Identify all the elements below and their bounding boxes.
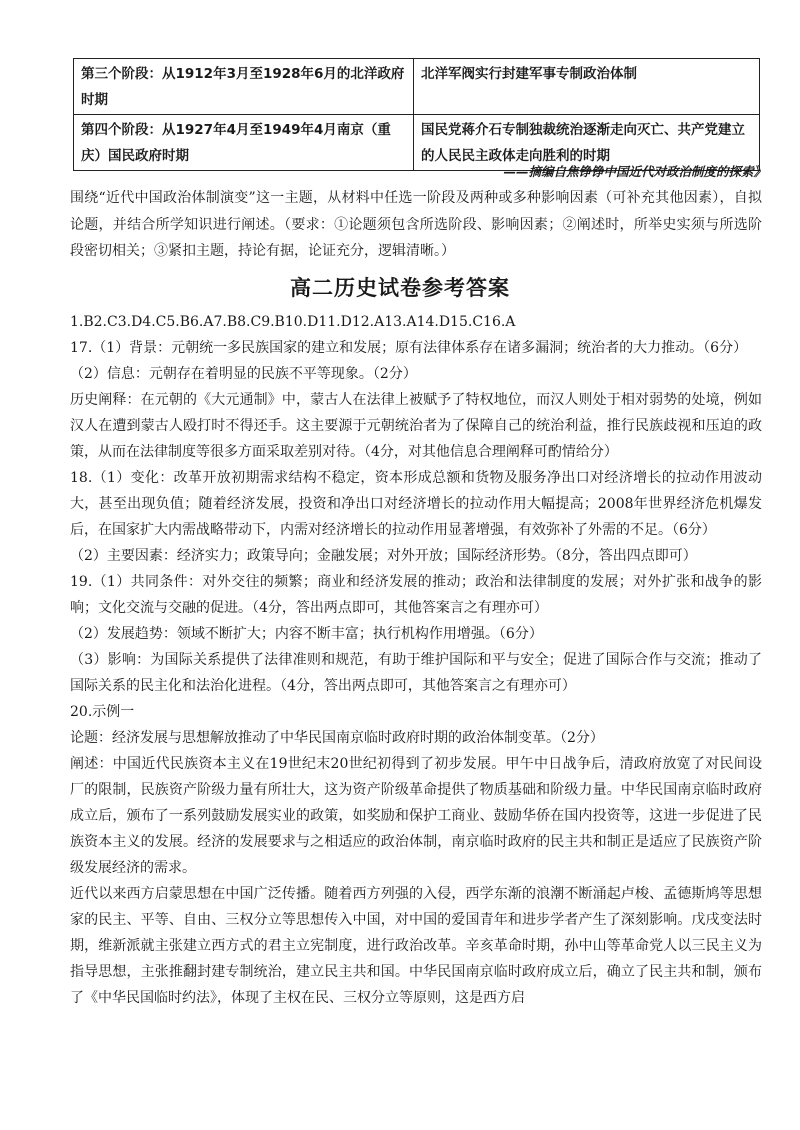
answer-paragraph: 18.（1）变化：改革开放初期需求结构不稳定，资本形成总额和货物及服务净出口对经济增长的拉动作用波动大，甚至出现负值；随着经济发展，投资和净出口对经济增长的拉动作用大幅提高；2008年世界经济危机爆发后，在国家扩大内需战略带动下，内需对经济增长的拉动作用显著增强，有效弥补了外需的不足。（6分） — [70, 470, 762, 538]
answer-paragraph: （2）信息：元朝存在着明显的民族不平等现象。（2分） — [70, 366, 417, 382]
answer-paragraph: 阐述：中国近代民族资本主义在19世纪末20世纪初得到了初步发展。甲午中日战争后，清政府放宽了对民间设厂的限制，民族资产阶级力量有所壮大，这为资产阶级革命提供了物质基础和阶级力量。中华民国南京临时政府成立后，颁布了一系列鼓励发展实业的政策，如奖励和保护工商业、鼓励华侨在国内投资等，这进一步促进了民族资本主义的发展。经济的发展要求与之相适应的政治体制，南京临时政府的民主共和制正是适应了民族资产阶级发展经济的需求。 — [70, 756, 762, 876]
source-citation: ——摘编自焦铮铮中国近代对政治制度的探索》 — [503, 164, 766, 179]
stage-cell: 第四个阶段：从1927年4月至1949年4月南京（重庆）国民政府时期 — [74, 115, 414, 171]
stage-cell: 第三个阶段：从1912年3月至1928年6月的北洋政府时期 — [74, 59, 414, 115]
table-row — [74, 59, 760, 115]
answer-paragraph: 17.（1）背景：元朝统一多民族国家的建立和发展；原有法律体系存在诸多漏洞；统治者的大力推动。（6分） — [70, 340, 748, 356]
answer-paragraph: （2）主要因素：经济实力；政策导向；金融发展；对外开放；国际经济形势。（8分，答出四点即可） — [70, 548, 697, 564]
answer-paragraph: 19.（1）共同条件：对外交往的频繁；商业和经济发展的推动；政治和法律制度的发展；对外扩张和战争的影响；文化交流与交融的促进。（4分，答出两点即可，其他答案言之有理亦可） — [70, 574, 762, 616]
stages-table — [73, 58, 760, 171]
answer-paragraph: 近代以来西方启蒙思想在中国广泛传播。随着西方列强的入侵，西学东渐的浪潮不断涌起卢梭、孟德斯鸠等思想家的民主、平等、自由、三权分立等思想传入中国，对中国的爱国青年和进步学者产生了深刻影响。戊戌变法时期，维新派就主张建立西方式的君主立宪制度，进行政治改革。辛亥革命时期，孙中山等革命党人以三民主义为指导思想，主张推翻封建专制统治，建立民主共和国。中华民国南京临时政府成立后，确立了民主共和制，颁布了《中华民国临时约法》，体现了主权在民、三权分立等原则，这是西方启 — [70, 886, 762, 1006]
answer-key-title: 高二历史试卷参考答案 — [290, 276, 510, 300]
answer-paragraph: 论题：经济发展与思想解放推动了中华民国南京临时政府时期的政治体制变革。（2分） — [70, 730, 604, 746]
description-cell: 北洋军阀实行封建军事专制政治体制 — [414, 59, 760, 115]
answer-paragraph: 历史阐释：在元朝的《大元通制》中，蒙古人在法律上被赋予了特权地位，而汉人则处于相对弱势的处境，例如汉人在遭到蒙古人殴打时不得还手。这主要源于元朝统治者为了保障自己的统治利益，推行民族歧视和压迫的政策，从而在法律制度等很多方面采取差别对待。（4分，对其他信息合理阐释可酌情给分） — [70, 392, 762, 460]
answer-paragraph: （2）发展趋势：领域不断扩大；内容不断丰富；执行机构作用增强。（6分） — [70, 626, 543, 642]
description-cell: 国民党蒋介石专制独裁统治逐渐走向灭亡、共产党建立的人民民主政体走向胜利的时期 — [414, 115, 760, 171]
question-prompt: 围绕“近代中国政治体制演变”这一主题，从材料中任选一阶段及两种或多种影响因素（可补充其他因素），自拟论题，并结合所学知识进行阐述。（要求：①论题须包含所选阶段、影响因素；②阐述时，所举史实须与所选阶段密切相关；③紧扣主题，持论有据，论证充分，逻辑清晰。） — [70, 190, 762, 259]
answer-paragraph: （3）影响：为国际关系提供了法律准则和规范，有助于维护国际和平与安全；促进了国际合作与交流；推动了国际关系的民主化和法治化进程。（4分，答出两点即可，其他答案言之有理亦可） — [70, 652, 762, 694]
answer-paragraph: 20.示例一 — [70, 704, 135, 720]
mc-answers: 1.B2.C3.D4.C5.B6.A7.B8.C9.B10.D11.D12.A13.A14.D15.C16.A — [70, 314, 516, 330]
answer-key — [70, 309, 762, 1011]
